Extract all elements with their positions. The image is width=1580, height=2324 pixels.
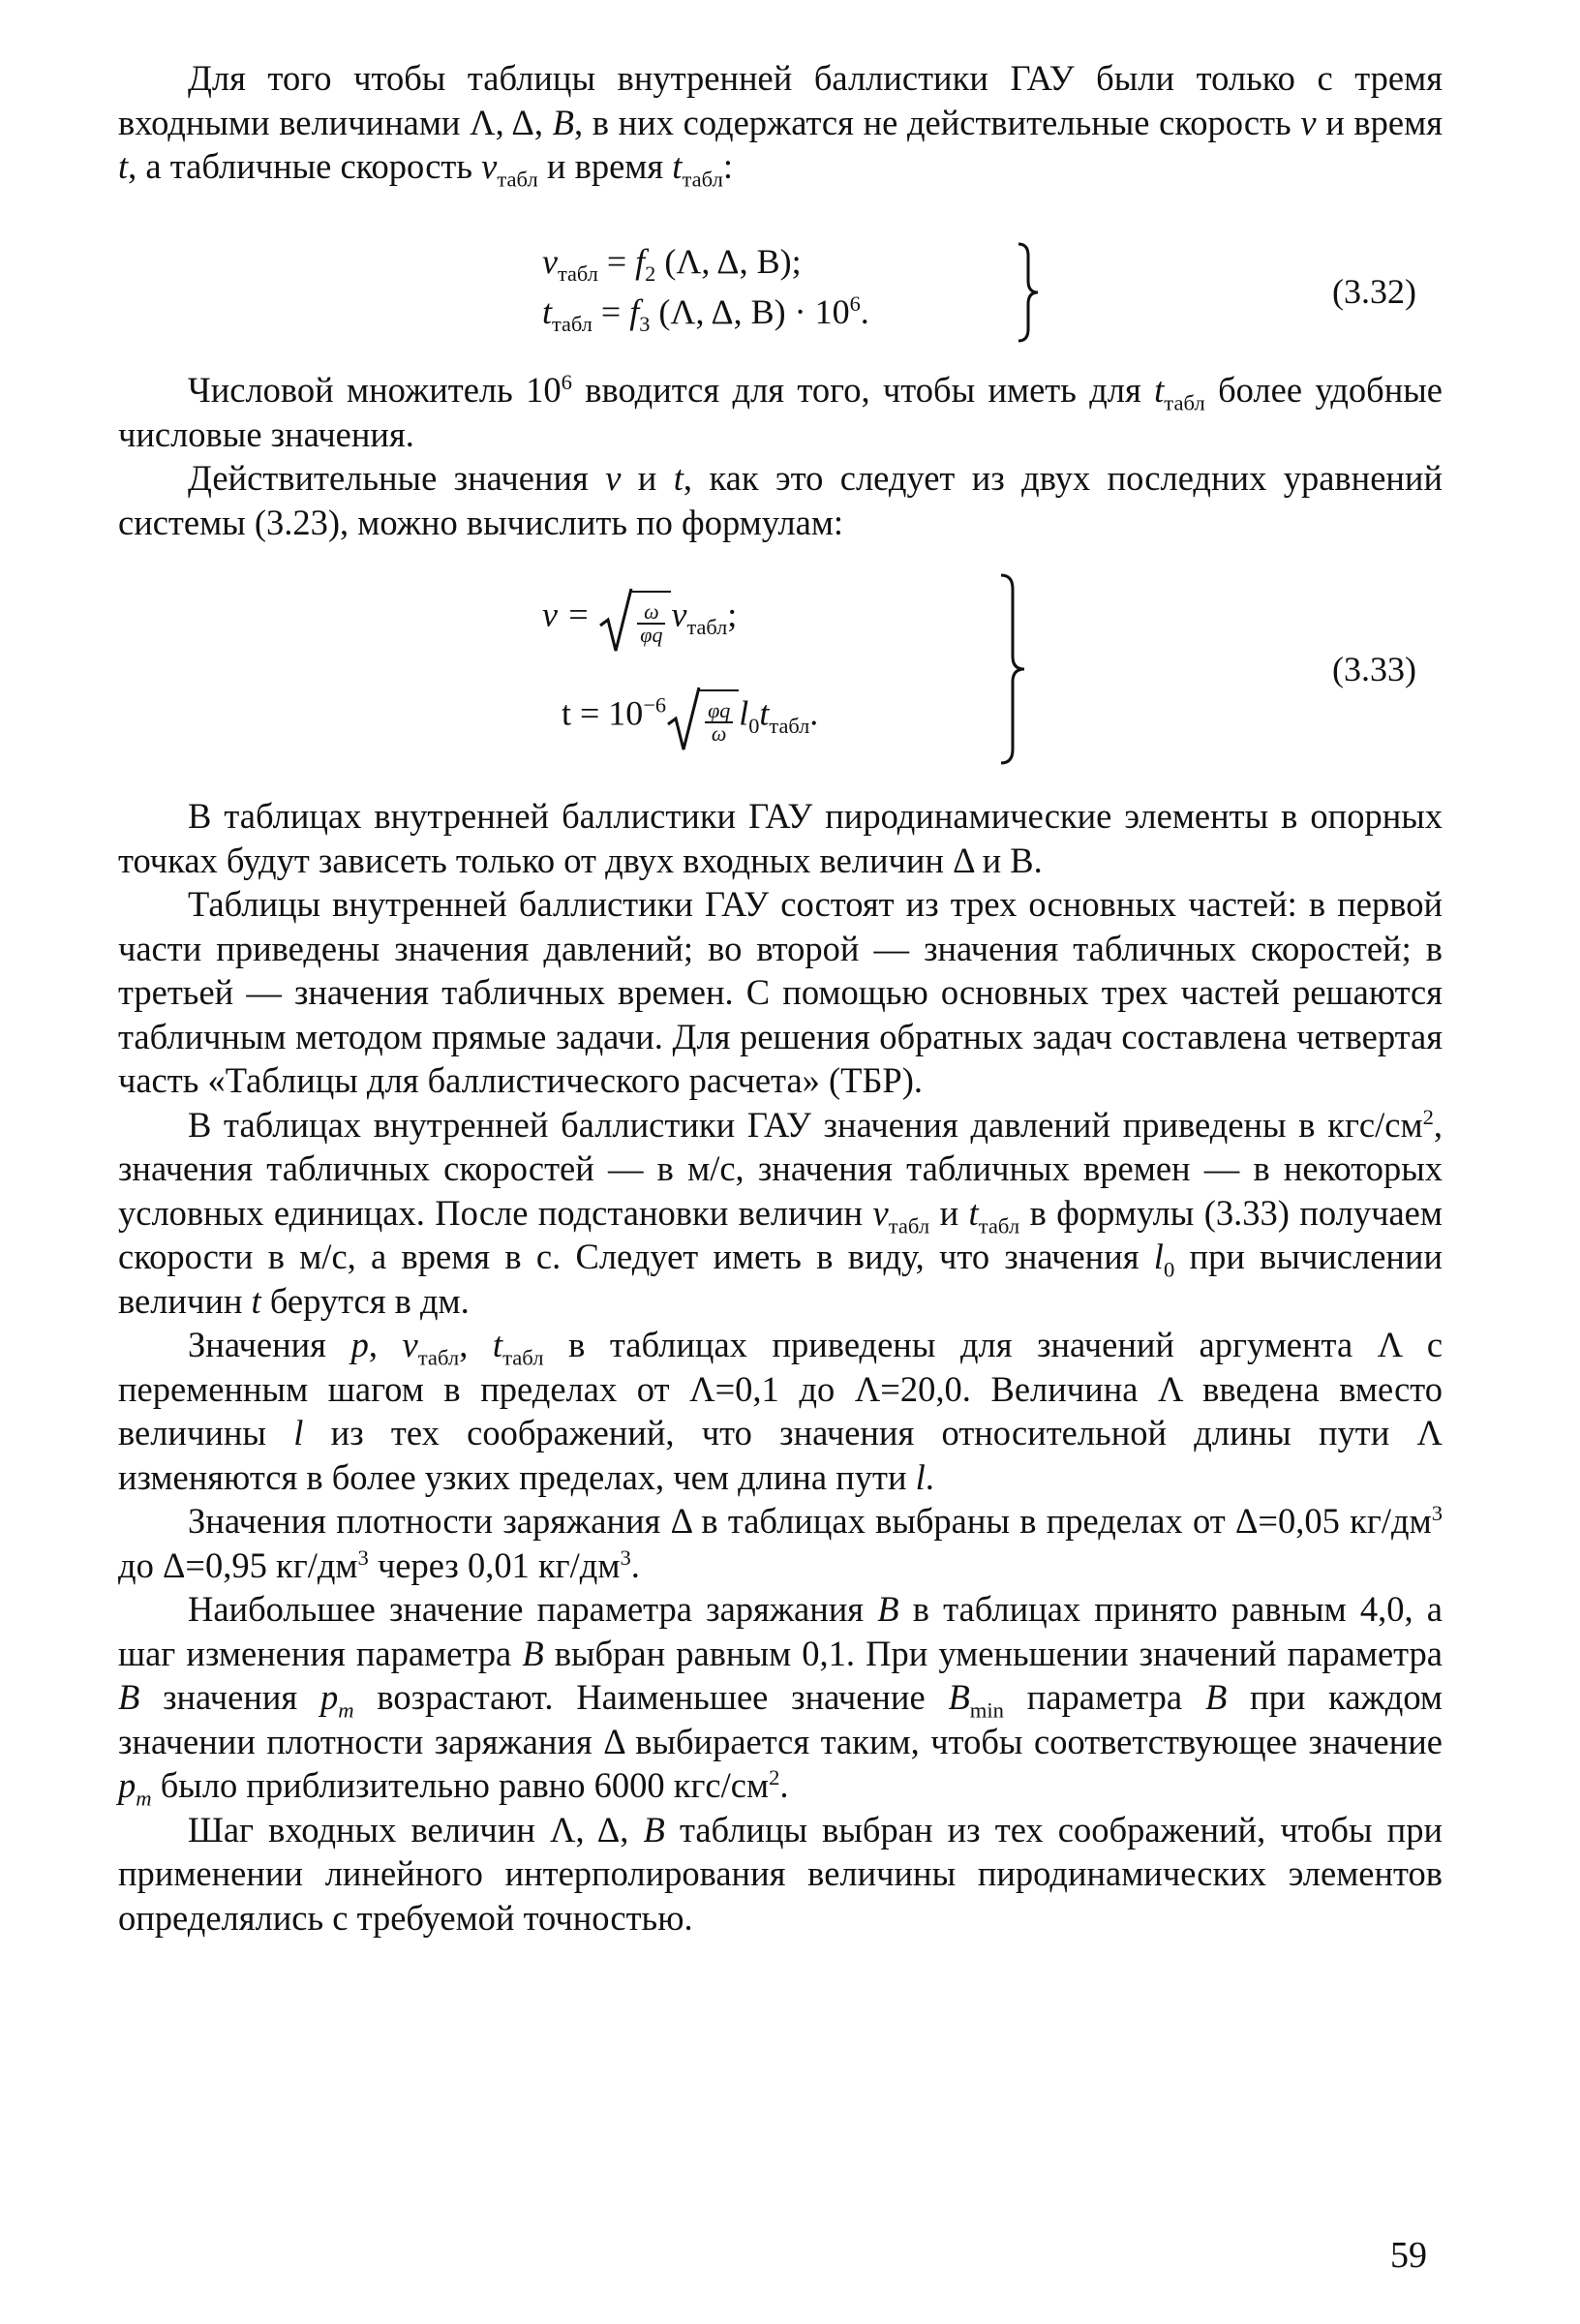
paragraph-6 [118, 1103, 1443, 1324]
p1-var-tt: t [672, 146, 683, 186]
p9-text-e: возрастают. Наименьшее значение [353, 1677, 949, 1717]
p10-text-a: Шаг входных величин Λ, Δ, [188, 1809, 644, 1850]
p3-text-c: , как это следует из двух последних уравнений системы (3.23), можно вычислить по формулам: [118, 458, 1443, 542]
p1-var-t: t [118, 146, 129, 186]
equation-3-32-number: (3.32) [1332, 272, 1416, 311]
p3-var-t: t [673, 458, 684, 498]
eq332-l2-eq: = [592, 292, 630, 331]
eq333-l2-l0-sub: 0 [748, 713, 760, 738]
equation-3-33-brace-icon [997, 573, 1030, 765]
p2-text-b: вводится для того, чтобы иметь для [571, 370, 1155, 410]
p9-var-pm1: p [320, 1677, 339, 1717]
paragraph-1 [118, 56, 1443, 192]
equation-3-32-line-1 [542, 240, 802, 287]
p7-text-b: , [368, 1325, 403, 1364]
p7-var-vt: v [402, 1325, 418, 1364]
p7-text-a: Значения [188, 1325, 351, 1364]
eq333-l1-den: φq [640, 622, 663, 647]
eq333-l1-lhs: v = [542, 595, 599, 634]
p8-text-b: до Δ=0,95 кг/дм [118, 1544, 358, 1585]
p1-text-a: Для того чтобы таблицы внутренней баллистики ГАУ были только с тремя входными величинами Λ, Δ, [118, 58, 1443, 142]
p2-text-a: Числовой множитель 10 [188, 370, 562, 410]
eq333-l2-frac [705, 697, 733, 746]
eq333-l2-rhs-sub: табл [769, 713, 810, 738]
p9-text-a: Наибольшее значение параметра заряжания [188, 1589, 878, 1629]
sqrt-sign-icon [598, 587, 633, 655]
p9-text-c: выбран равным 0,1. При уменьшении значений параметра [543, 1633, 1443, 1673]
eq333-l1-num: ω [637, 601, 665, 625]
p9-var-b1: B [877, 1589, 899, 1629]
p7-var-l2: l [915, 1456, 926, 1497]
p3-var-v: v [605, 458, 622, 498]
p1-text-f: : [722, 146, 734, 186]
eq333-l2-rhs: t [759, 693, 770, 733]
equation-3-33-line-1 [542, 591, 737, 646]
paragraphs-2-3 [118, 368, 1443, 544]
p6-var-tt: t [968, 1192, 979, 1233]
p1-text-d: , а табличные скорость [128, 146, 482, 186]
p6-var-t: t [251, 1280, 261, 1321]
p7-sub-tt: табл [502, 1345, 544, 1370]
p9-text-b: в таблицах принято равным 4,0, а шаг изменения параметра [118, 1589, 1443, 1673]
eq333-l2-lhs: t = 10 [562, 693, 644, 733]
p8-text-c: через 0,01 кг/дм [368, 1544, 621, 1585]
page-number: 59 [1390, 2235, 1427, 2276]
paragraph-2 [118, 368, 1443, 456]
p2-sup: 6 [561, 369, 572, 394]
p2-sub-tt: табл [1164, 390, 1205, 415]
p9-sub-pm1: m [338, 1697, 354, 1723]
p6-text-d: в формулы (3.33) получаем скорости в м/с, а время в с. Следует иметь в виду, что значения [118, 1192, 1443, 1276]
p9-var-pm2: p [118, 1765, 137, 1805]
p6-text-a: В таблицах внутренней баллистики ГАУ значения давлений приведены в кгс/см [188, 1104, 1423, 1145]
p1-sub-tt: табл [682, 167, 723, 192]
p9-var-b2: B [522, 1633, 544, 1673]
p7-text-e: из тех соображений, что значения относительной длины пути Λ изменяются в более узких пределах, чем длина пути [118, 1413, 1443, 1497]
p6-text-c: и [929, 1192, 969, 1233]
p10-text-b: таблицы выбран из тех соображений, чтобы при применении линейного интерполирования величины пиродинамических элементов определялись с требуемой точностью. [118, 1809, 1443, 1938]
eq333-l2-den: ω [711, 720, 727, 746]
eq333-l2-num: φq [705, 700, 733, 723]
p6-var-vt: v [872, 1192, 889, 1233]
eq333-l1-sqrt [598, 591, 671, 646]
eq332-l2-f-sub: 3 [639, 312, 651, 337]
p6-sub-vt: табл [888, 1212, 930, 1238]
p6-text-f: берутся в дм. [260, 1280, 470, 1321]
p9-text-g: при каждом значении плотности заряжания Δ выбирается таким, чтобы соответствующее значение [118, 1677, 1443, 1761]
eq333-l1-rhs-sub: табл [686, 614, 728, 639]
paragraph-9 [118, 1587, 1443, 1811]
p9-text-h: было приблизительно равно 6000 кгс/см [151, 1765, 770, 1805]
equation-3-33-line-2 [562, 689, 818, 745]
p1-text-e: и время [537, 146, 673, 186]
sqrt-sign-icon [666, 686, 701, 753]
paragraph-4: В таблицах внутренней баллистики ГАУ пиродинамические элементы в опорных точках будут зависеть только от двух входных величин Δ и B. [118, 796, 1443, 880]
eq333-l1-frac [637, 598, 665, 647]
eq332-l2-end: . [860, 292, 869, 331]
p1-var-v: v [1300, 102, 1317, 142]
p7-text-d: в таблицах приведены для значений аргумента Λ с переменным шагом в пределах от Λ=0,1 до Λ=20,0. Величина Λ введена вместо величины [118, 1325, 1443, 1452]
p9-text-i: . [779, 1765, 789, 1805]
equation-3-32-line-2 [542, 290, 869, 337]
eq332-l2-sup: 6 [849, 291, 861, 316]
eq333-l2-end: . [809, 693, 819, 733]
p2-text-c: более удобные числовые значения. [118, 370, 1443, 454]
p9-text-f: параметра [1003, 1677, 1205, 1717]
p8-sup-1: 3 [1431, 1500, 1443, 1525]
p7-text-f: . [925, 1456, 934, 1497]
p1-sub-vt: табл [497, 167, 538, 192]
p8-sup-2: 3 [357, 1544, 369, 1570]
equation-3-32-brace-icon [1015, 242, 1044, 343]
eq333-l2-sup: −6 [643, 692, 667, 718]
paragraph-3 [118, 456, 1443, 544]
p6-sub-l0: 0 [1163, 1257, 1175, 1282]
p2-var-tt: t [1154, 370, 1165, 410]
eq332-l2-lhs-sub: табл [552, 312, 592, 337]
p9-var-b4: B [1204, 1677, 1228, 1717]
eq333-l2-l0: l [739, 693, 749, 733]
p1-var-b: B [552, 102, 574, 142]
paragraph-7 [118, 1323, 1443, 1499]
p9-var-b3: B [118, 1677, 140, 1717]
eq332-l2-f: f [629, 292, 640, 331]
p1-text-c: и время [1316, 102, 1443, 142]
p9-sup: 2 [769, 1764, 780, 1789]
paragraph-10 [118, 1808, 1443, 1941]
p9-var-bmin: B [948, 1677, 970, 1717]
paragraphs-4-10 [118, 794, 1443, 1940]
eq332-l2-args: (Λ, Δ, B) · 10 [650, 292, 850, 331]
eq332-l1-lhs-sub: табл [557, 261, 598, 287]
p6-text-e: при вычислении величин [118, 1237, 1443, 1321]
p7-text-c: , [459, 1325, 493, 1364]
p8-text-d: . [630, 1544, 640, 1585]
eq332-l1-f: f [635, 242, 646, 281]
p6-sup: 2 [1422, 1104, 1434, 1129]
p1-text-b: , в них содержатся не действительные скорость [573, 102, 1301, 142]
eq332-l1-args: (Λ, Δ, B); [655, 242, 802, 281]
p6-var-l0: l [1153, 1237, 1164, 1276]
p7-var-p: p [350, 1325, 369, 1364]
p10-var-b: B [643, 1809, 665, 1850]
equation-3-33-number: (3.33) [1332, 650, 1416, 688]
eq333-l1-end: ; [727, 595, 738, 634]
p3-text-b: и [621, 458, 674, 498]
p6-sub-tt: табл [978, 1212, 1020, 1238]
p9-text-d: значения [139, 1677, 321, 1717]
p3-text-a: Действительные значения [188, 458, 606, 498]
eq332-l1-f-sub: 2 [645, 261, 656, 287]
p9-sub-pm2: m [136, 1786, 152, 1811]
eq332-l1-eq: = [597, 242, 636, 281]
eq332-l1-lhs: v [542, 242, 558, 281]
p9-sub-bmin: min [969, 1697, 1004, 1723]
eq333-l1-rhs: v [671, 595, 687, 634]
p7-sub-vt: табл [417, 1345, 460, 1370]
paragraph-5: Таблицы внутренней баллистики ГАУ состоят из трех основных частей: в первой части приведены значения давлений; во второй — значения табличных скоростей; в третьей — значения табличных времен. С помощью основных трех частей решаются табличным методом прямые задачи. Для решения обратных задач составлена четвертая часть «Таблицы для баллистического расчета» (ТБР). [118, 884, 1443, 1100]
p7-var-tt: t [492, 1325, 503, 1364]
paragraph-8 [118, 1499, 1443, 1587]
eq333-l2-sqrt [666, 689, 739, 745]
p7-var-l: l [293, 1413, 304, 1452]
p6-text-b: , значения табличных скоростей — в м/с, значения табличных времен — в некоторых условных единицах. После подстановки величин [118, 1104, 1443, 1233]
p1-var-vt: v [481, 146, 498, 186]
p8-sup-3: 3 [620, 1544, 631, 1570]
eq332-l2-lhs: t [542, 292, 553, 331]
p8-text-a: Значения плотности заряжания Δ в таблицах выбраны в пределах от Δ=0,05 кг/дм [188, 1501, 1432, 1541]
